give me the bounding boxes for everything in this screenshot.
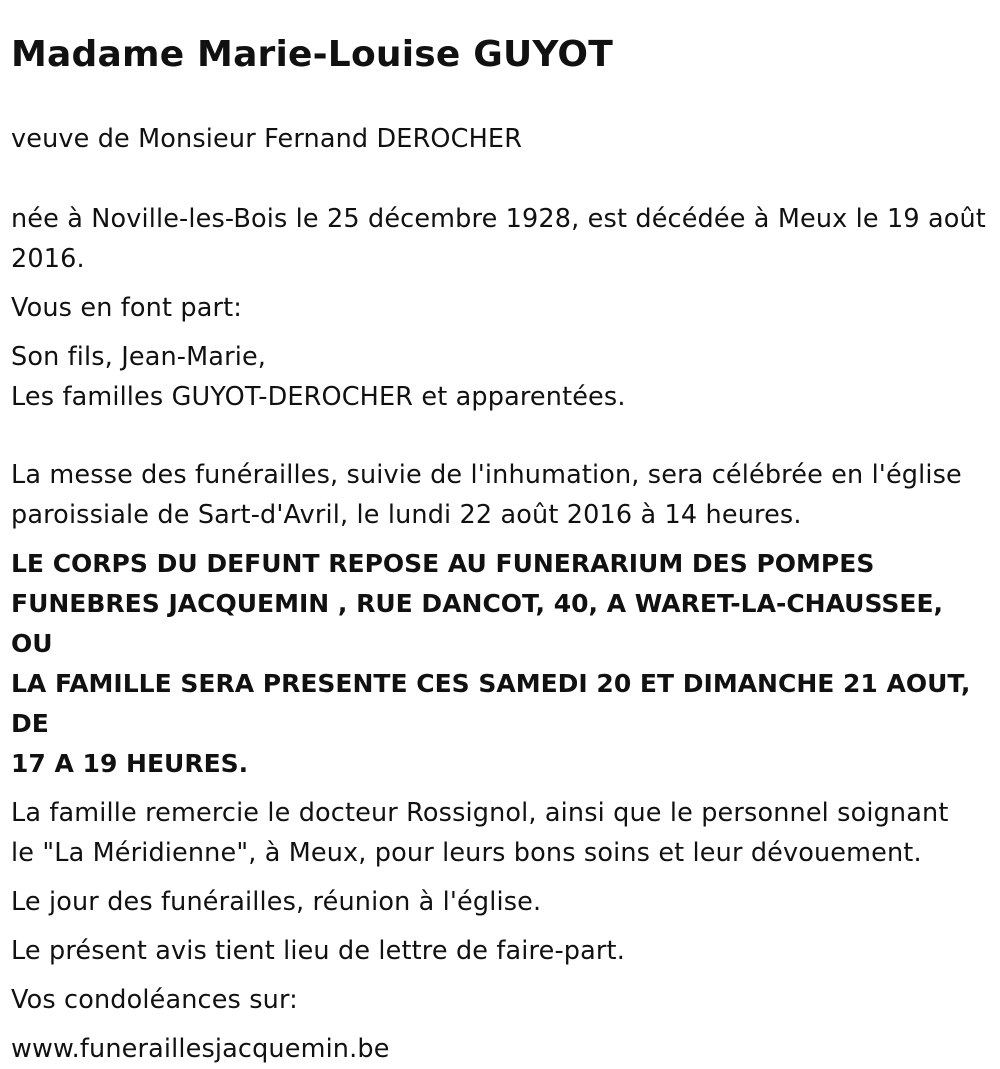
condolences-intro: Vos condoléances sur: (11, 985, 298, 1015)
letter-notice-line: Le présent avis tient lieu de lettre de faire-part. (11, 936, 625, 966)
family-paragraph (11, 337, 990, 417)
birth-death-line-2: 2016. (11, 244, 85, 274)
announcers-intro: Vous en font part: (11, 293, 243, 323)
funerarium-line-3: LA FAMILLE SERA PRESENTE CES SAMEDI 20 ET DIMANCHE 21 AOUT, DE (11, 669, 971, 738)
thanks-paragraph (11, 793, 990, 873)
funerarium-repose-paragraph (11, 544, 990, 784)
thanks-line-1: La famille remercie le docteur Rossignol, ainsi que le personnel soignant (11, 798, 949, 828)
funerarium-line-2: FUNEBRES JACQUEMIN , RUE DANCOT, 40, A WARET-LA-CHAUSSEE, OU (11, 589, 944, 658)
condolences-website-paragraph (11, 1029, 990, 1069)
funeral-mass-paragraph (11, 455, 990, 535)
funerarium-line-4: 17 A 19 HEURES. (11, 749, 249, 778)
family-line-son: Son fils, Jean-Marie, (11, 342, 267, 372)
condolences-website-link[interactable]: www.funeraillesjacquemin.be (11, 1034, 390, 1064)
family-line-relatives: Les familles GUYOT-DEROCHER et apparentées. (11, 382, 626, 412)
church-meeting-line: Le jour des funérailles, réunion à l'église. (11, 887, 542, 917)
widow-of-line: veuve de Monsieur Fernand DEROCHER (11, 124, 523, 154)
funeral-mass-line-2: paroissiale de Sart-d'Avril, le lundi 22 août 2016 à 14 heures. (11, 500, 802, 530)
birth-death-line-1: née à Noville-les-Bois le 25 décembre 1928, est décédée à Meux le 19 août (11, 204, 986, 234)
birth-death-paragraph (11, 199, 990, 279)
deceased-name-title: Madame Marie-Louise GUYOT (11, 34, 613, 75)
thanks-line-2: le "La Méridienne", à Meux, pour leurs bons soins et leur dévouement. (11, 838, 922, 868)
funerarium-line-1: LE CORPS DU DEFUNT REPOSE AU FUNERARIUM DES POMPES (11, 549, 875, 578)
funeral-mass-line-1: La messe des funérailles, suivie de l'inhumation, sera célébrée en l'église (11, 460, 962, 490)
